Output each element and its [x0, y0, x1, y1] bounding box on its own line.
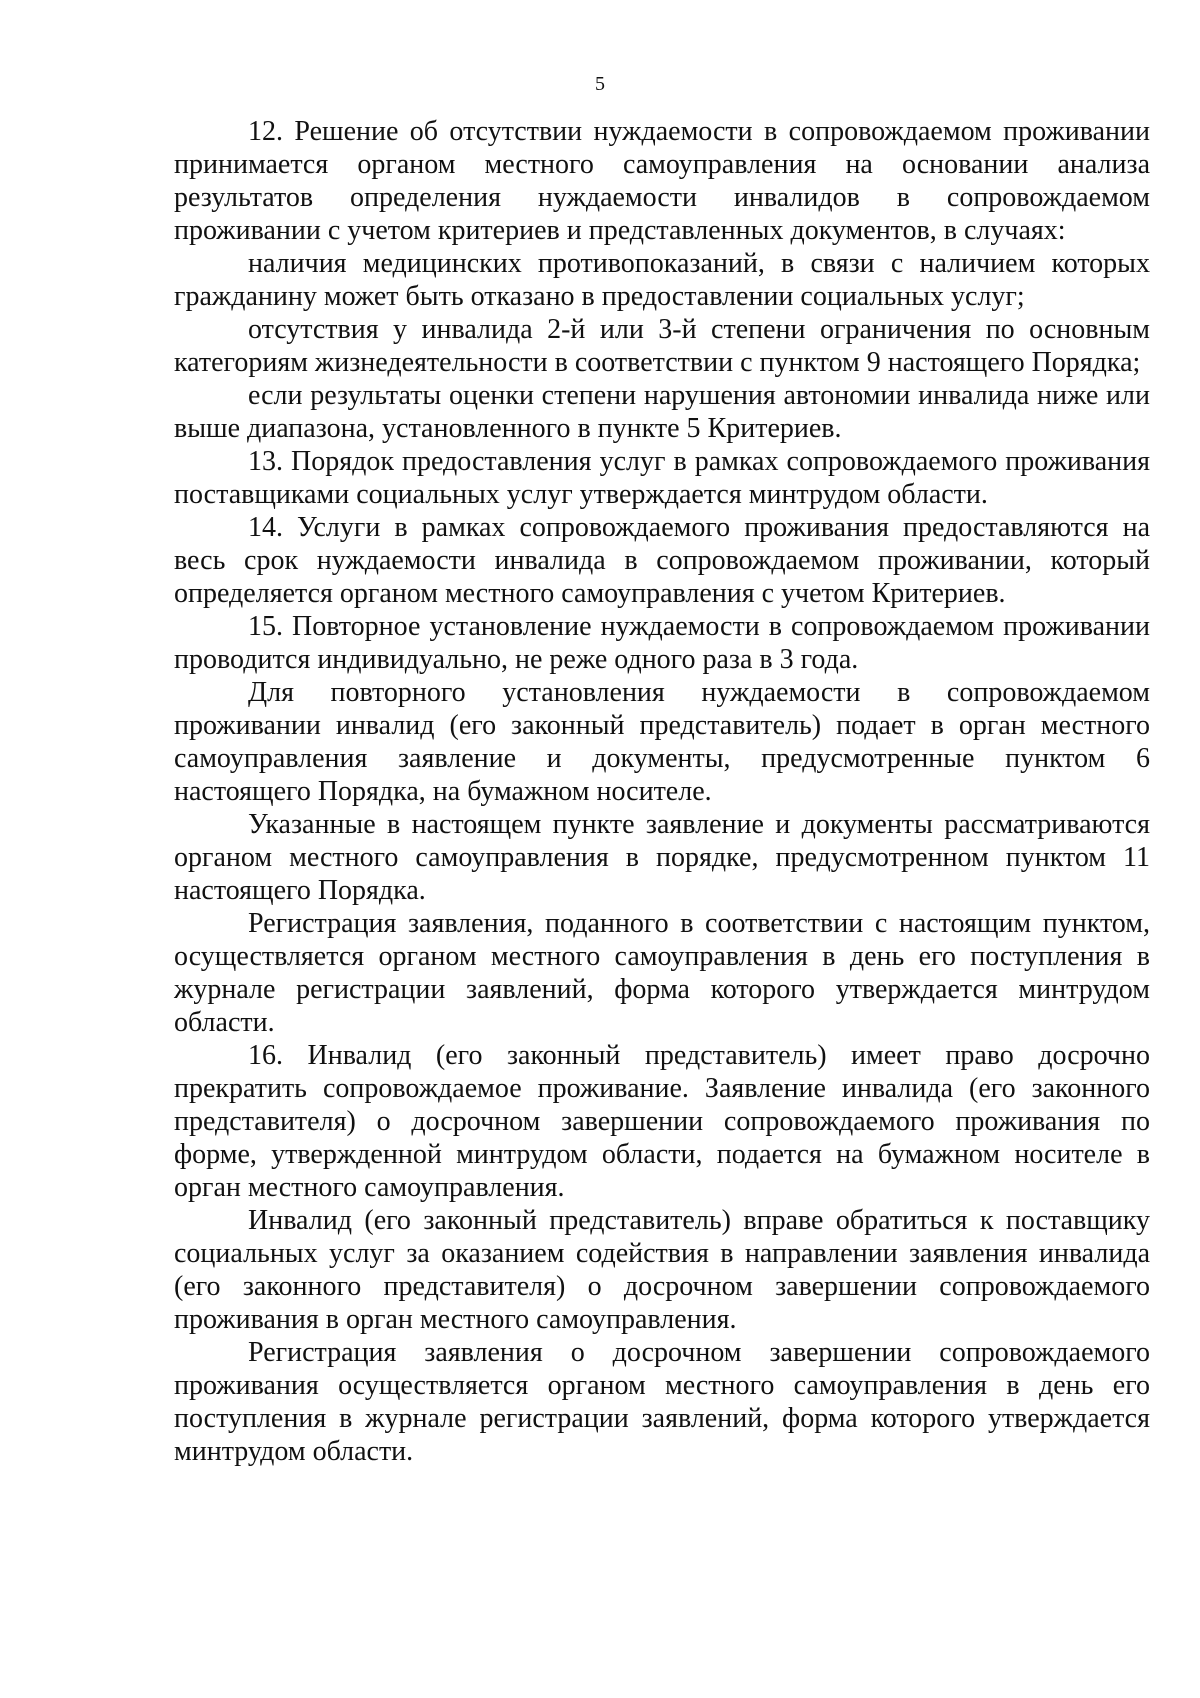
paragraph-14: 14. Услуги в рамках сопровождаемого проживания предоставляются на весь срок нуждаемости инвалида в сопровождаемом проживании, который определяется органом местного самоуправления с учетом Критериев. — [174, 512, 1150, 609]
paragraph-autonomy-assessment: если результаты оценки степени нарушения автономии инвалида ниже или выше диапазона, установленного в пункте 5 Критериев. — [174, 380, 1150, 444]
paragraph-12: 12. Решение об отсутствии нуждаемости в сопровождаемом проживании принимается органом местного самоуправления на основании анализа результатов определения нуждаемости инвалидов в сопровождаемом проживании с учетом критериев и представленных документов, в случаях: — [174, 116, 1150, 246]
paragraph-provider-assistance: Инвалид (его законный представитель) вправе обратиться к поставщику социальных услуг за оказанием содействия в направлении заявления инвалида (его законного представителя) о досрочном завершении сопровождаемого проживания в орган местного самоуправления. — [174, 1205, 1150, 1335]
paragraph-15: 15. Повторное установление нуждаемости в сопровождаемом проживании проводится индивидуально, не реже одного раза в 3 года. — [174, 611, 1150, 675]
paragraph-repeat-application: Для повторного установления нуждаемости в сопровождаемом проживании инвалид (его законный представитель) подает в орган местного самоуправления заявление и документы, предусмотренные пунктом 6 настоящего Порядка, на бумажном носителе. — [174, 677, 1150, 807]
paragraph-review-procedure: Указанные в настоящем пункте заявление и документы рассматриваются органом местного самоуправления в порядке, предусмотренном пунктом 11 настоящего Порядка. — [174, 809, 1150, 906]
document-body — [174, 115, 1150, 1468]
paragraph-13: 13. Порядок предоставления услуг в рамках сопровождаемого проживания поставщиками социальных услуг утверждается минтрудом области. — [174, 446, 1150, 510]
paragraph-early-termination-registration: Регистрация заявления о досрочном завершении сопровождаемого проживания осуществляется органом местного самоуправления в день его поступления в журнале регистрации заявлений, форма которого утверждается минтрудом области. — [174, 1337, 1150, 1467]
paragraph-medical-contraindications: наличия медицинских противопоказаний, в связи с наличием которых гражданину может быть отказано в предоставлении социальных услуг; — [174, 248, 1150, 312]
paragraph-registration: Регистрация заявления, поданного в соответствии с настоящим пунктом, осуществляется органом местного самоуправления в день его поступления в журнале регистрации заявлений, форма которого утверждается минтрудом области. — [174, 908, 1150, 1038]
page-number: 5 — [595, 73, 605, 95]
paragraph-16: 16. Инвалид (его законный представитель) имеет право досрочно прекратить сопровождаемое проживание. Заявление инвалида (его законного представителя) о досрочном завершении сопровождаемого проживания по форме, утвержденной минтрудом области, подается на бумажном носителе в орган местного самоуправления. — [174, 1040, 1150, 1203]
paragraph-no-limitation-degree: отсутствия у инвалида 2-й или 3-й степени ограничения по основным категориям жизнедеятельности в соответствии с пунктом 9 настоящего Порядка; — [174, 314, 1150, 378]
